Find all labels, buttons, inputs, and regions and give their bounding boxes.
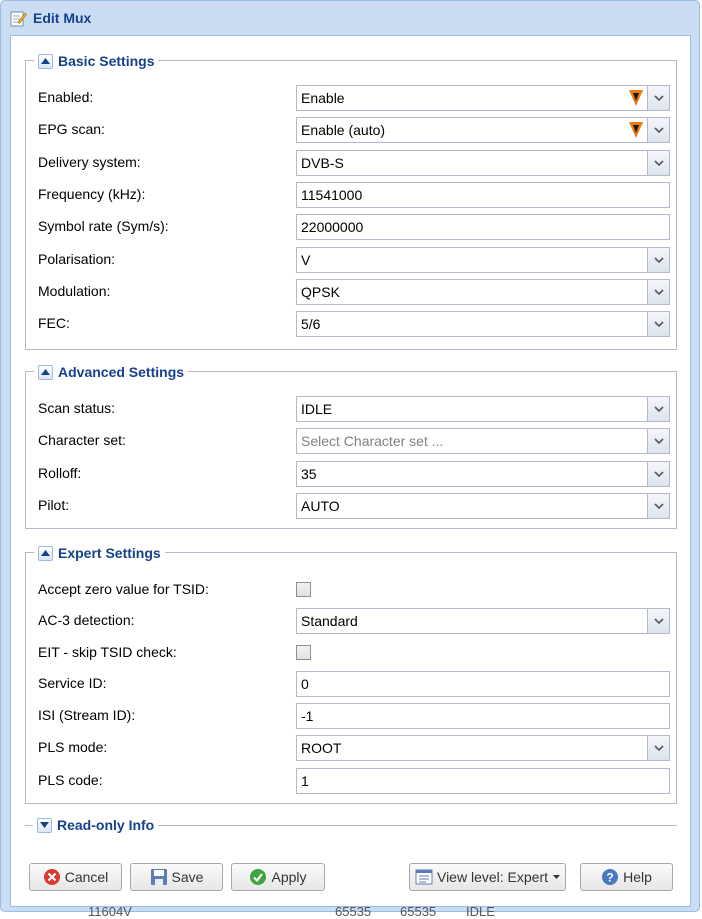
frequency-input[interactable]	[296, 182, 670, 208]
accept-zero-tsid-checkbox[interactable]	[296, 582, 311, 597]
chevron-down-icon[interactable]	[647, 248, 669, 272]
field-label: ISI (Stream ID):	[38, 707, 136, 723]
scan-status-row	[38, 396, 670, 422]
collapse-icon[interactable]	[38, 54, 53, 69]
select-value: DVB-S	[301, 155, 344, 171]
collapse-icon[interactable]	[38, 546, 53, 561]
field-label: Scan status:	[38, 400, 116, 416]
select-value: IDLE	[301, 401, 333, 417]
help-icon	[601, 868, 619, 886]
select-value: QPSK	[301, 284, 340, 300]
cancel-button[interactable]	[29, 863, 122, 891]
apply-button[interactable]	[231, 863, 325, 891]
field-label: Frequency (kHz):	[38, 186, 146, 202]
caret-down-icon	[553, 875, 560, 879]
readonly-info-legend	[33, 815, 158, 835]
select-value: 35	[301, 466, 317, 482]
input-value: 1	[301, 773, 309, 789]
field-label: Rolloff:	[38, 465, 82, 481]
ac3-detection-row	[38, 608, 670, 634]
service-id-row	[38, 671, 670, 697]
field-label: Modulation:	[38, 283, 111, 299]
select-placeholder: Select Character set ...	[301, 433, 444, 449]
advanced-settings-title: Advanced Settings	[58, 364, 185, 380]
field-label: Accept zero value for TSID:	[38, 581, 209, 597]
epg-scan-row	[38, 117, 670, 143]
title-bar[interactable]	[1, 1, 699, 35]
field-label: PLS code:	[38, 772, 103, 788]
field-label: Enabled:	[38, 89, 94, 105]
delivery-system-row	[38, 150, 670, 176]
save-icon	[150, 868, 168, 886]
field-label: EIT - skip TSID check:	[38, 644, 177, 660]
fec-select[interactable]	[296, 311, 670, 337]
field-label: Symbol rate (Sym/s):	[38, 218, 169, 234]
edit-icon	[10, 10, 27, 27]
field-label: Pilot:	[38, 497, 70, 513]
chevron-down-icon[interactable]	[647, 151, 669, 175]
scan-status-select[interactable]	[296, 396, 670, 422]
list-icon	[415, 869, 433, 885]
readonly-info-fieldset	[25, 817, 677, 833]
vlc-icon	[627, 89, 645, 107]
input-value: 22000000	[301, 219, 364, 235]
rolloff-row	[38, 461, 670, 487]
rolloff-select[interactable]	[296, 461, 670, 487]
background-cell: 65535	[335, 904, 372, 919]
chevron-down-icon[interactable]	[647, 280, 669, 304]
enabled-select[interactable]	[296, 85, 670, 111]
expert-settings-title: Expert Settings	[58, 545, 161, 561]
readonly-info-title: Read-only Info	[57, 817, 155, 833]
select-value: AUTO	[301, 498, 340, 514]
save-label: Save	[171, 869, 204, 885]
chevron-down-icon[interactable]	[647, 429, 669, 453]
background-cell: 65535	[400, 904, 437, 919]
cancel-icon	[43, 868, 61, 886]
select-value: ROOT	[301, 740, 342, 756]
pls-code-input[interactable]	[296, 768, 670, 794]
field-label: Service ID:	[38, 675, 107, 691]
chevron-down-icon[interactable]	[647, 462, 669, 486]
epg-scan-select[interactable]	[296, 117, 670, 143]
input-value: 0	[301, 676, 309, 692]
delivery-system-select[interactable]	[296, 150, 670, 176]
expert-settings-fieldset	[25, 545, 677, 804]
check-icon	[249, 868, 267, 886]
modulation-row	[38, 279, 670, 305]
character-set-select[interactable]	[296, 428, 670, 454]
chevron-down-icon[interactable]	[647, 736, 669, 760]
ac3-detection-select[interactable]	[296, 608, 670, 634]
field-label: Delivery system:	[38, 154, 141, 170]
chevron-down-icon[interactable]	[647, 397, 669, 421]
form-body	[10, 35, 691, 907]
expand-icon[interactable]	[37, 818, 52, 833]
eit-skip-tsid-row	[38, 640, 670, 666]
field-label: Polarisation:	[38, 251, 116, 267]
chevron-down-icon[interactable]	[647, 118, 669, 142]
field-label: PLS mode:	[38, 739, 108, 755]
chevron-down-icon[interactable]	[647, 609, 669, 633]
apply-label: Apply	[271, 869, 307, 885]
frequency-row	[38, 182, 670, 208]
svg-text:?: ?	[606, 870, 614, 885]
help-button[interactable]	[580, 863, 673, 891]
advanced-settings-legend	[34, 362, 188, 382]
isi-row	[38, 703, 670, 729]
chevron-down-icon[interactable]	[647, 312, 669, 336]
expert-settings-legend	[34, 543, 165, 563]
window-title: Edit Mux	[33, 10, 92, 26]
pls-mode-select[interactable]	[296, 735, 670, 761]
polarisation-select[interactable]	[296, 247, 670, 273]
basic-settings-title: Basic Settings	[58, 53, 155, 69]
field-label: Character set:	[38, 432, 126, 448]
service-id-input[interactable]	[296, 671, 670, 697]
view-level-button[interactable]	[409, 863, 566, 891]
isi-input[interactable]	[296, 703, 670, 729]
character-set-row	[38, 428, 670, 454]
view-level-label: View level: Expert	[436, 869, 548, 885]
basic-settings-legend	[34, 51, 158, 71]
symbol-rate-input[interactable]	[296, 214, 670, 240]
basic-settings-fieldset	[25, 53, 677, 350]
field-label: FEC:	[38, 315, 70, 331]
select-value: V	[301, 252, 311, 268]
enabled-row	[38, 85, 670, 111]
advanced-settings-fieldset	[25, 364, 677, 529]
eit-skip-tsid-checkbox[interactable]	[296, 645, 311, 660]
select-value: Enable	[301, 90, 345, 106]
pls-mode-row	[38, 735, 670, 761]
input-value: -1	[301, 708, 314, 724]
pilot-row	[38, 493, 670, 519]
vlc-icon	[627, 121, 645, 139]
cancel-label: Cancel	[64, 869, 109, 885]
field-label: AC-3 detection:	[38, 612, 135, 628]
accept-zero-tsid-row	[38, 577, 670, 603]
save-button[interactable]	[130, 863, 223, 891]
fec-row	[38, 311, 670, 337]
polarisation-row	[38, 247, 670, 273]
select-value: 5/6	[301, 316, 321, 332]
chevron-down-icon[interactable]	[647, 86, 669, 110]
background-cell: 11604V	[88, 904, 132, 919]
field-label: EPG scan:	[38, 121, 105, 137]
modulation-select[interactable]	[296, 279, 670, 305]
collapse-icon[interactable]	[38, 365, 53, 380]
background-cell: IDLE	[466, 904, 495, 919]
pls-code-row	[38, 768, 670, 794]
select-value: Standard	[301, 613, 358, 629]
symbol-rate-row	[38, 214, 670, 240]
pilot-select[interactable]	[296, 493, 670, 519]
select-value: Enable (auto)	[301, 122, 386, 138]
help-label: Help	[623, 869, 652, 885]
chevron-down-icon[interactable]	[647, 494, 669, 518]
input-value: 11541000	[301, 187, 363, 203]
